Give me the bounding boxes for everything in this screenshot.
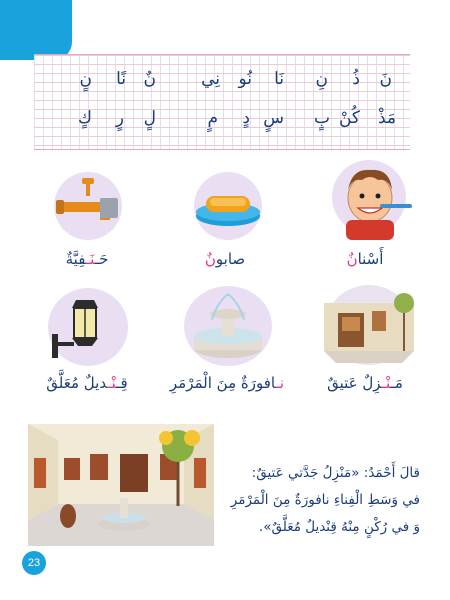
letter-syllable: دٍ [242,108,250,128]
highlighted-letter: نَـ [85,250,95,268]
story-line-2: في وَسَطِ الْفِناءِ نافورَةٌ مِنَ الْمَرْمَرِ [230,492,420,508]
word-fountain: نـافورَةٌ مِنَ الْمَرْمَرِ [169,374,285,392]
letter-syllable: سٍ [263,108,284,128]
faucet-icon [38,172,138,242]
word-old-house: مَـنْـزِلٌ عَتيقٌ [327,374,403,392]
letter-syllable: كُنْ [338,108,360,128]
letter-syllable: نِي [201,69,220,89]
corner-tab [0,0,72,60]
highlighted-letter: نْـ [107,374,117,392]
highlighted-letter: نْـ [381,374,391,392]
word-soap: صابونٌ [204,250,246,268]
letter-syllable: كٍ [77,108,92,128]
tile-faucet [38,172,138,242]
marble-fountain-icon [176,286,280,368]
tile-lantern [38,286,138,368]
letter-syllable: مٍ [207,108,218,128]
word-lantern: قِـنْـديلٌ مُعَلَّقٌ [46,374,128,392]
letter-syllable: ذُ [352,69,360,89]
page-number: 23 [22,551,46,575]
courtyard-scene-illustration [28,424,214,546]
letter-syllable: رٍ [115,108,124,128]
tile-soap [178,172,278,242]
boy-brushing-teeth-icon [318,160,418,240]
courtyard-house-icon [318,285,420,365]
tile-fountain [176,286,280,368]
soap-dish-icon [178,172,278,242]
letter-syllable: نٌ [143,69,156,89]
letter-row-2 [34,108,410,134]
highlighted-letter: نٌ [204,250,216,268]
highlighted-letter: نٌ [346,250,358,268]
letter-row-1 [34,69,410,95]
word-teeth: أَسْنانٌ [346,250,384,268]
letter-grid [34,54,410,150]
story-line-3: وَ في رُكْنٍ مِنْهُ قِنْديلٌ مُعَلَّقٌ». [258,519,420,535]
highlighted-letter: نـ [275,374,285,392]
letter-syllable: مَذْ [377,108,396,128]
letter-syllable: نَ [379,69,392,89]
letter-syllable: نٍ [79,69,92,89]
letter-syllable: نُو [238,69,252,89]
courtyard-icon [28,424,214,546]
letter-syllable: بٍ [313,108,330,128]
story-paragraph [210,460,420,541]
hanging-lantern-icon [38,286,138,368]
tile-old-house [318,285,420,365]
letter-syllable: لٍ [143,108,156,128]
letter-syllable: نًا [116,69,126,89]
story-line-1: قالَ أَحْمَدُ: «مَنْزِلُ جَدَّتي عَتيقٌ: [251,465,420,481]
tile-teeth [318,160,418,240]
letter-syllable: نَا [274,69,284,89]
word-faucet: حَـنَـفِيَّةٌ [65,250,109,268]
letter-syllable: نِ [315,69,328,89]
